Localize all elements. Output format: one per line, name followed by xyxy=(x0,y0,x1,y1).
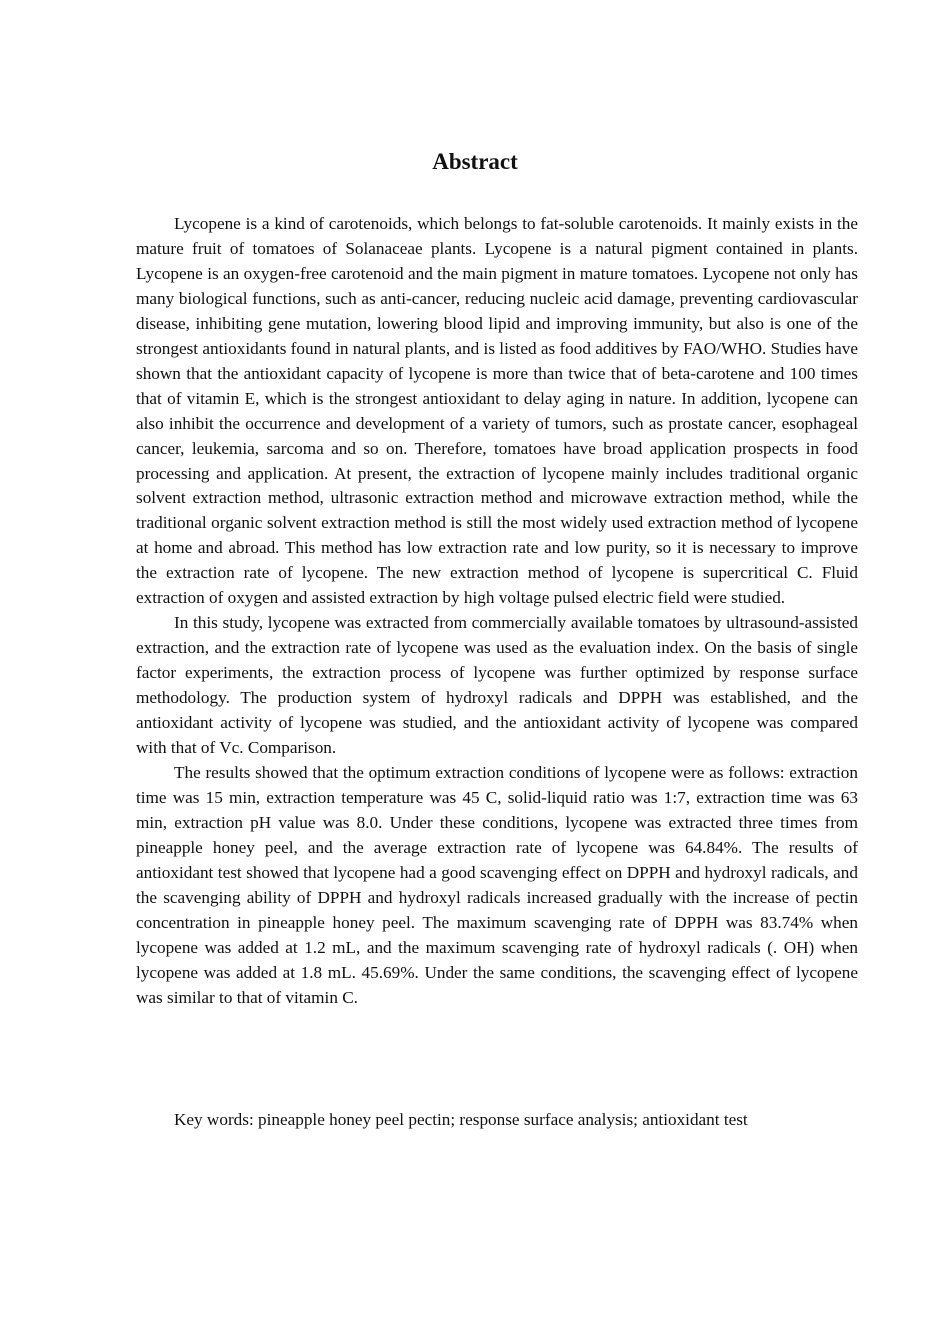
abstract-paragraph-2: In this study, lycopene was extracted from commercially available tomatoes by ultrasound-assisted extraction, and the extraction rate of lycopene was used as the evaluation index. On the basis of single factor experiments, the extraction process of lycopene was further optimized by response surface methodology. The production system of hydroxyl radicals and DPPH was established, and the antioxidant activity of lycopene was studied, and the antioxidant activity of lycopene was compared with that of Vc. Comparison. xyxy=(136,613,858,758)
abstract-title: Abstract xyxy=(432,149,518,174)
abstract-paragraph-3: The results showed that the optimum extraction conditions of lycopene were as follows: extraction time was 15 min, extraction temperature was 45 C, solid-liquid ratio was 1:7, extraction time was 63 min, extraction pH value was 8.0. Under these conditions, lycopene was extracted three times from pineapple honey peel, and the average extraction rate of lycopene was 64.84%. The results of antioxidant test showed that lycopene had a good scavenging effect on DPPH and hydroxyl radicals, and the scavenging ability of DPPH and hydroxyl radicals increased gradually with the increase of pectin concentration in pineapple honey peel. The maximum scavenging rate of DPPH was 83.74% when lycopene was added at 1.2 mL, and the maximum scavenging rate of hydroxyl radicals (. OH) when lycopene was added at 1.8 mL. 45.69%. Under the same conditions, the scavenging effect of lycopene was similar to that of vitamin C. xyxy=(136,762,858,1007)
abstract-body xyxy=(136,212,858,1011)
abstract-paragraph-1: Lycopene is a kind of carotenoids, which belongs to fat-soluble carotenoids. It mainly exists in the mature fruit of tomatoes of Solanaceae plants. Lycopene is a natural pigment contained in plants. Lycopene is an oxygen-free carotenoid and the main pigment in mature tomatoes. Lycopene not only has many biological functions, such as anti-cancer, reducing nucleic acid damage, preventing cardiovascular disease, inhibiting gene mutation, lowering blood lipid and improving immunity, but also is one of the strongest antioxidants found in natural plants, and is listed as food additives by FAO/WHO. Studies have shown that the antioxidant capacity of lycopene is more than twice that of beta-carotene and 100 times that of vitamin E, which is the strongest antioxidant to delay aging in nature. In addition, lycopene can also inhibit the occurrence and development of a variety of tumors, such as prostate cancer, esophageal cancer, leukemia, sarcoma and so on. Therefore, tomatoes have broad application prospects in food processing and application. At present, the extraction of lycopene mainly includes traditional organic solvent extraction method, ultrasonic extraction method and microwave extraction method, while the traditional organic solvent extraction method is still the most widely used extraction method of lycopene at home and abroad. This method has low extraction rate and low purity, so it is necessary to improve the extraction rate of lycopene. The new extraction method of lycopene is supercritical C. Fluid extraction of oxygen and assisted extraction by high voltage pulsed electric field were studied. xyxy=(136,214,858,608)
keywords-line: Key words: pineapple honey peel pectin; response surface analysis; antioxidant test xyxy=(174,1110,748,1129)
